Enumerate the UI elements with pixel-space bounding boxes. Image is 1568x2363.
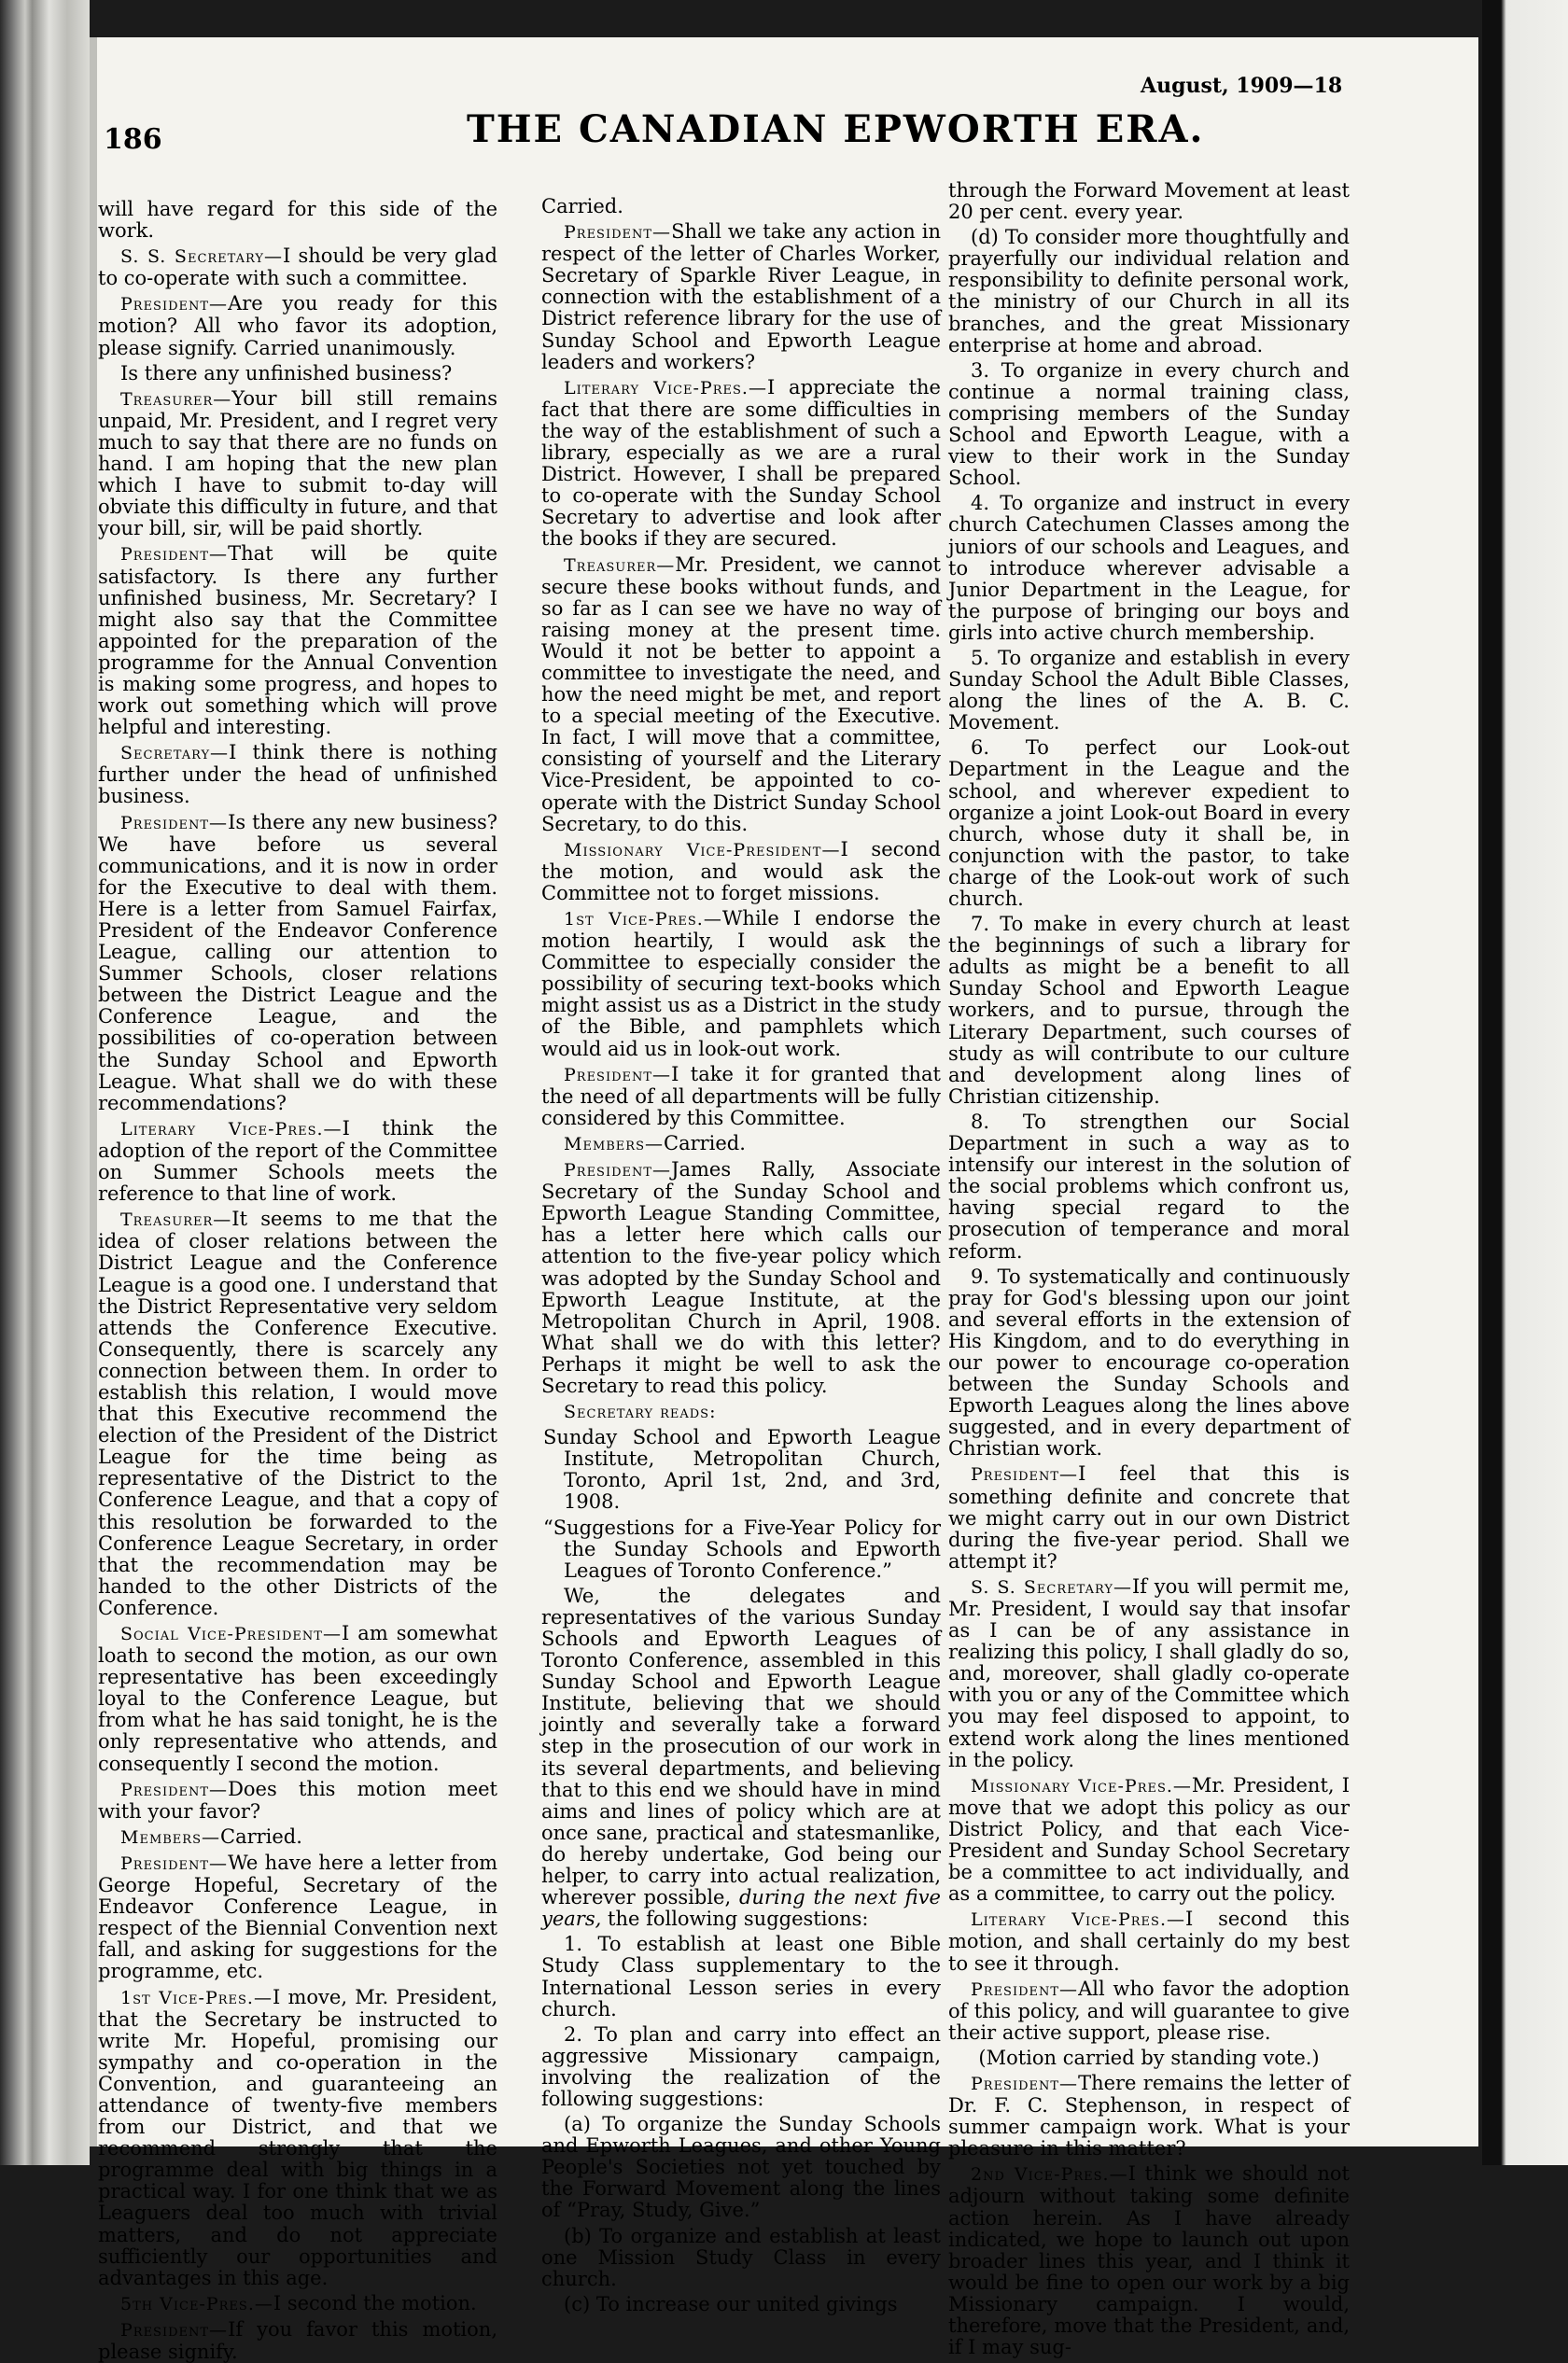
paragraph-text: Sunday School and Epworth League Institute, Metropolitan Church, Toronto, April 1st, 2nd, and 3rd, 1908. <box>543 1426 941 1514</box>
paragraph <box>948 1112 1350 1263</box>
speaker-label: President— <box>120 294 229 315</box>
paragraph-text: I second the motion. <box>273 2291 477 2314</box>
paragraph-text: 7. To make in every church at least the beginnings of such a library for adults as might be a benefit to all Sunday School and Epworth League workers, and to pursue, through the Literary Department, such courses of study as will contribute to our culture and development along lines of Christian citizenship. <box>948 913 1350 1108</box>
paragraph <box>541 908 941 1060</box>
paragraph <box>948 1909 1350 1974</box>
speaker-label: Missionary Vice-President— <box>564 839 841 860</box>
paragraph <box>541 1586 941 1931</box>
paragraph-text: Your bill still remains unpaid, Mr. President, and I regret very much to say that there are no funds on hand. I am hoping that the new plan which I have to submit to-day will obviate this difficulty in future, and that your bill, sir, will be paid shortly. <box>98 386 497 540</box>
paragraph-text: 6. To perfect our Look-out Department in the League and the school, and wherever expedient to organize a joint Look-out Board in every church, whose duty it shall be, in conjunction with the pastor, to take charge of the Look-out work of such church. <box>948 736 1350 910</box>
speaker-label: President— <box>120 1853 229 1874</box>
paragraph <box>948 227 1350 357</box>
paragraph <box>98 2293 497 2315</box>
paragraph <box>948 360 1350 490</box>
paragraph <box>98 1623 497 1775</box>
paragraph <box>98 543 497 738</box>
emphasis-text: during the next five years, <box>541 1886 941 1931</box>
paragraph <box>541 2294 941 2315</box>
paragraph <box>948 2073 1350 2160</box>
paragraph <box>948 180 1350 223</box>
speaker-label: President— <box>120 2319 229 2341</box>
paragraph <box>98 1853 497 1983</box>
speaker-label: S. S. Secretary— <box>120 246 283 268</box>
page-number: 186 <box>104 123 162 156</box>
paragraph-text: I am somewhat loath to second the motion, as our own representative has been exceedingly loyal to the Conference League, but from what he has said tonight, he is the only representative who attends, and consequently I second the motion. <box>98 1622 497 1775</box>
paragraph-text: Is there any unfinished business? <box>120 361 453 385</box>
paragraph <box>541 839 941 904</box>
paragraph-text: Shall we take any action in respect of the letter of Charles Worker, Secretary of Sparkle River League, in connection with the establishment of a District reference library for the use of Sunday School and Epworth League leaders and workers? <box>541 220 941 373</box>
paragraph <box>948 493 1350 644</box>
paragraph-text: I feel that this is something definite and concrete that we might carry out in our own District during the five-year period. Shall we attempt it? <box>948 1462 1350 1573</box>
paragraph-text: I think there is nothing further under the head of unfinished business. <box>98 741 497 808</box>
paragraph <box>98 245 497 289</box>
paragraph <box>541 1064 941 1129</box>
paragraph <box>541 554 941 835</box>
paragraph-text: If you favor this motion, please signify. <box>98 2317 497 2363</box>
paragraph-text: 4. To organize and instruct in every church Catechumen Classes among the juniors of our schools and Leagues, and to introduce wherever advisable a Junior Department in the League, for the purpose of bringing our boys and girls into active church membership. <box>948 492 1350 644</box>
paragraph <box>541 221 941 373</box>
paragraph <box>948 737 1350 910</box>
speaker-label: President— <box>564 222 672 244</box>
speaker-label: President— <box>120 1779 229 1800</box>
paragraph-text: There remains the letter of Dr. F. C. Stephenson, in respect of summer campaign work. What is your pleasure in this matter? <box>948 2071 1350 2160</box>
paragraph <box>948 1463 1350 1572</box>
paragraph-text: “Suggestions for a Five-Year Policy for the Sunday Schools and Epworth Leagues of Toronto Conference.” <box>543 1516 941 1582</box>
paragraph-text: That will be quite satisfactory. Is there any further unfinished business, Mr. Secretary? I might also say that the Committee appointed for the preparation of the programme for the Annual Convention is making some progress, and hopes to work out something which will prove helpful and interesting. <box>98 542 497 739</box>
paragraph <box>98 1826 497 1849</box>
paragraph-text: 3. To organize in every church and continue a normal training class, comprising members of the Sunday School and Epworth League, with a view to their work in the Sunday School. <box>948 358 1350 490</box>
speaker-label: 2nd Vice-Pres.— <box>971 2164 1128 2186</box>
paragraph-text: Does this motion meet with your favor? <box>98 1777 497 1823</box>
speaker-label: Secretary reads: <box>564 1402 717 1423</box>
speaker-label: Members— <box>564 1133 664 1154</box>
paragraph-text: If you will permit me, Mr. President, I would say that insofar as I can be of any assistance in realizing this policy, I shall gladly do so, and, moreover, shall gladly co-operate with you or any of the Committee which you may feel disposed to appoint, to extend work along the lines mentioned in the policy. <box>948 1574 1350 1771</box>
running-title: THE CANADIAN EPWORTH ERA. <box>467 107 1205 151</box>
paragraph-text: I move, Mr. President, that the Secretary be instructed to write Mr. Hopeful, promising our sympathy and co-operation in the Convention, and guaranteeing an attendance of twenty-five members from our District, and that we recommend strongly that the programme deal with big things in a practical way. I for one think that we as Leaguers deal too much with trivial matters, and do not appreciate sufficiently our opportunities and advantages in this age. <box>98 1985 497 2289</box>
paragraph-text: Mr. President, I move that we adopt this policy as our District Policy, and that each Vice-President and Sunday School Secretary be a committee to act individually, and as a committee, to carry out the policy. <box>948 1773 1350 1906</box>
paragraph-text-tail: the following suggestions: <box>608 1908 869 1931</box>
paragraph <box>948 2048 1350 2069</box>
paragraph <box>541 2024 941 2110</box>
speaker-label: Members— <box>120 1826 220 1848</box>
paragraph <box>98 388 497 540</box>
paragraph <box>541 1159 941 1397</box>
speaker-label: President— <box>971 1464 1079 1486</box>
speaker-label: S. S. Secretary— <box>971 1576 1132 1598</box>
paragraph-text: (b) To organize and establish at least one Mission Study Class in every church. <box>541 2224 941 2290</box>
paragraph-text: 9. To systematically and continuously pray for God's blessing upon our joint and several efforts in the extension of His Kingdom, and to do everything in our power to encourage co-operation between the Sunday Schools and Epworth Leagues along the lines above suggested, and in every department of Christian work. <box>948 1265 1350 1461</box>
paragraph <box>98 1118 497 1205</box>
paragraph <box>98 1779 497 1823</box>
speaker-label: Literary Vice-Pres.— <box>120 1118 343 1140</box>
paragraph-text: 8. To strengthen our Social Department in such a way as to intensify our interest in the solution of the social problems which confront us, having special regard to the prosecution of temperance and moral reform. <box>948 1110 1350 1263</box>
paragraph <box>541 2226 941 2290</box>
speaker-label: President— <box>120 544 229 566</box>
paragraph <box>543 1426 941 1514</box>
paragraph-text: I second the motion, and would ask the Committee not to forget missions. <box>541 837 941 904</box>
paragraph <box>948 1576 1350 1771</box>
paragraph-text: Carried. <box>220 1825 302 1848</box>
paragraph-text: 1. To establish at least one Bible Study Class supplementary to the International Lesson series in every church. <box>541 1933 941 2020</box>
speaker-label: President— <box>971 2073 1079 2094</box>
paragraph-text: Are you ready for this motion? All who favor its adoption, please signify. Carried unanimously. <box>98 292 497 359</box>
paragraph <box>948 648 1350 734</box>
paragraph-text: will have regard for this side of the work. <box>98 198 497 243</box>
paragraph-text: We, the delegates and representatives of the various Sunday Schools and Epworth Leagues of Toronto Conference, assembled in this Sunday School and Epworth League Institute, believing that we should jointly and severally take a forward step in the prosecution of our work in its several departments, and believing that to this end we should have in mind aims and lines of policy which are at once sane, practical and statesmanlike, do hereby undertake, God being our helper, to carry into actual realization, wherever possible, <box>541 1584 941 1909</box>
paragraph <box>541 2114 941 2221</box>
text-column-1 <box>98 198 497 2363</box>
paragraph-text: Carried. <box>664 1131 746 1154</box>
paragraph-text: I should be very glad to co-operate with such a committee. <box>98 245 497 290</box>
paragraph <box>541 377 941 551</box>
paragraph <box>541 196 941 217</box>
paragraph-text: (c) To increase our united givings <box>564 2292 898 2315</box>
paragraph <box>98 1987 497 2289</box>
paragraph-text: I think we should not adjourn without taking some definite action herein. As I have already indicated, we hope to launch out upon broader lines this year, and I think it would be fine to open our work by a big Missionary campaign. I would, therefore, move that the President, and, if I may sug- <box>948 2162 1350 2359</box>
paragraph <box>543 1516 941 1582</box>
speaker-label: Missionary Vice-Pres.— <box>971 1775 1192 1797</box>
speaker-label: Literary Vice-Pres.— <box>564 377 767 398</box>
paragraph-text: 2. To plan and carry into effect an aggressive Missionary campaign, involving the realization of the following suggestions: <box>541 2022 941 2110</box>
paragraph <box>541 1401 941 1423</box>
paragraph-text: Carried. <box>541 195 623 217</box>
paragraph <box>948 1266 1350 1461</box>
paragraph-text: I appreciate the fact that there are some difficulties in the way of the establishment of such a library, especially as we are a rural District. However, I shall be prepared to co-operate with the Sunday School Secretary to advertise and look after the books if they are secured. <box>541 375 941 551</box>
speaker-label: 1st Vice-Pres.— <box>564 909 722 930</box>
paragraph <box>541 1934 941 2020</box>
paragraph-text: 5. To organize and establish in every Sunday School the Adult Bible Classes, along the lines of the A. B. C. Movement. <box>948 646 1350 734</box>
paragraph <box>98 742 497 807</box>
paragraph-text: Mr. President, we cannot secure these books without funds, and so far as I can see we have no way of raising money at the present time. Would it not be better to appoint a committee to investigate the need, and how the need might be met, and report to a special meeting of the Executive. In fact, I will move that a committee, consisting of yourself and the Literary Vice-President, be appointed to co-operate with the District Sunday School Secretary, to do this. <box>541 552 941 835</box>
speaker-label: 1st Vice-Pres.— <box>120 1987 273 2008</box>
speaker-label: President— <box>120 812 229 833</box>
paragraph <box>98 812 497 1114</box>
text-column-2 <box>541 195 941 2315</box>
paragraph-text: through the Forward Movement at least 20 per cent. every year. <box>948 179 1350 224</box>
speaker-label: Treasurer— <box>120 1209 232 1231</box>
speaker-label: 5th Vice-Pres.— <box>120 2293 273 2314</box>
speaker-label: Treasurer— <box>120 388 232 410</box>
speaker-label: Secretary— <box>120 743 230 764</box>
speaker-label: Literary Vice-Pres.— <box>971 1909 1185 1931</box>
paragraph <box>98 363 497 385</box>
paragraph <box>948 1978 1350 2044</box>
speaker-label: President— <box>564 1160 672 1182</box>
paragraph-text: All who favor the adoption of this policy, and will guarantee to give their active support, please rise. <box>948 1977 1350 2044</box>
paragraph-text: (d) To consider more thoughtfully and prayerfully our individual relation and responsibility to definite personal work, the ministry of our Church in all its branches, and the great Missionary enterprise at home and abroad. <box>948 226 1350 357</box>
speaker-label: President— <box>971 1978 1079 2000</box>
paragraph-text: Is there any new business? We have before us several communications, and it is now in order for the Executive to deal with them. Here is a letter from Samuel Fairfax, President of the Endeavor Conference League, calling our attention to Summer Schools, closer relations between the District League and the Conference League, and the possibilities of co-operation between the Sunday School and Epworth League. What shall we do with these recommendations? <box>98 810 497 1114</box>
paragraph-text: I second this motion, and shall certainly do my best to see it through. <box>948 1908 1350 1975</box>
paragraph-text: We have here a letter from George Hopeful, Secretary of the Endeavor Conference League, in respect of the Biennial Convention next fall, and asking for suggestions for the programme, etc. <box>98 1851 497 1983</box>
paragraph-text: (a) To organize the Sunday Schools and Epworth Leagues, and other Young People's Societies not yet touched by the Forward Movement along the lines of “Pray, Study, Give.” <box>541 2113 941 2222</box>
speaker-label: Treasurer— <box>564 554 676 576</box>
text-column-3 <box>948 179 1350 2359</box>
paragraph <box>948 2163 1350 2358</box>
paragraph-text: It seems to me that the idea of closer relations between the District League and the Conference League is a good one. I understand that the District Representative very seldom attends the Conference Executive. Consequently, there is scarcely any connection between them. In order to establish this relation, I would move that this Executive recommend the election of the President of the District League for the time being as representative of the District to the Conference League, and that a copy of this resolution be forwarded to the Conference League Secretary, in order that the recommendation may be handed to the other Districts of the Conference. <box>98 1208 497 1619</box>
paragraph <box>948 1775 1350 1906</box>
paragraph-text: James Rally, Associate Secretary of the Sunday School and Epworth League Standing Committee, has a letter here which calls our attention to the five-year policy which was adopted by the Sunday School and Epworth League Institute, at the Metropolitan Church in April, 1908. What shall we do with this letter? Perhaps it might be well to ask the Secretary to read this policy. <box>541 1158 941 1397</box>
speaker-label: President— <box>564 1064 672 1085</box>
facing-page-edge <box>1482 0 1568 2165</box>
book-binding <box>0 0 90 2165</box>
paragraph <box>98 199 497 242</box>
paragraph-text: I take it for granted that the need of all departments will be fully considered by this Committee. <box>541 1062 941 1129</box>
paragraph <box>98 1209 497 1619</box>
paragraph-text: (Motion carried by standing vote.) <box>978 2046 1320 2069</box>
page-stack-edge <box>90 37 97 2146</box>
paragraph <box>98 2319 497 2363</box>
speaker-label: Social Vice-President— <box>120 1624 342 1644</box>
paragraph <box>948 914 1350 1108</box>
paragraph <box>541 1133 941 1155</box>
paragraph-text: While I endorse the motion heartily, I would ask the Committee to especially consider the possibility of securing text-books which might assist us as a District in the study of the Bible, and pamphlets which would aid us in look-out work. <box>541 907 941 1060</box>
paragraph-text: I think the adoption of the report of the Committee on Summer Schools meets the reference to that line of work. <box>98 1116 497 1206</box>
paragraph <box>98 293 497 358</box>
issue-date: August, 1909—18 <box>1141 74 1343 98</box>
